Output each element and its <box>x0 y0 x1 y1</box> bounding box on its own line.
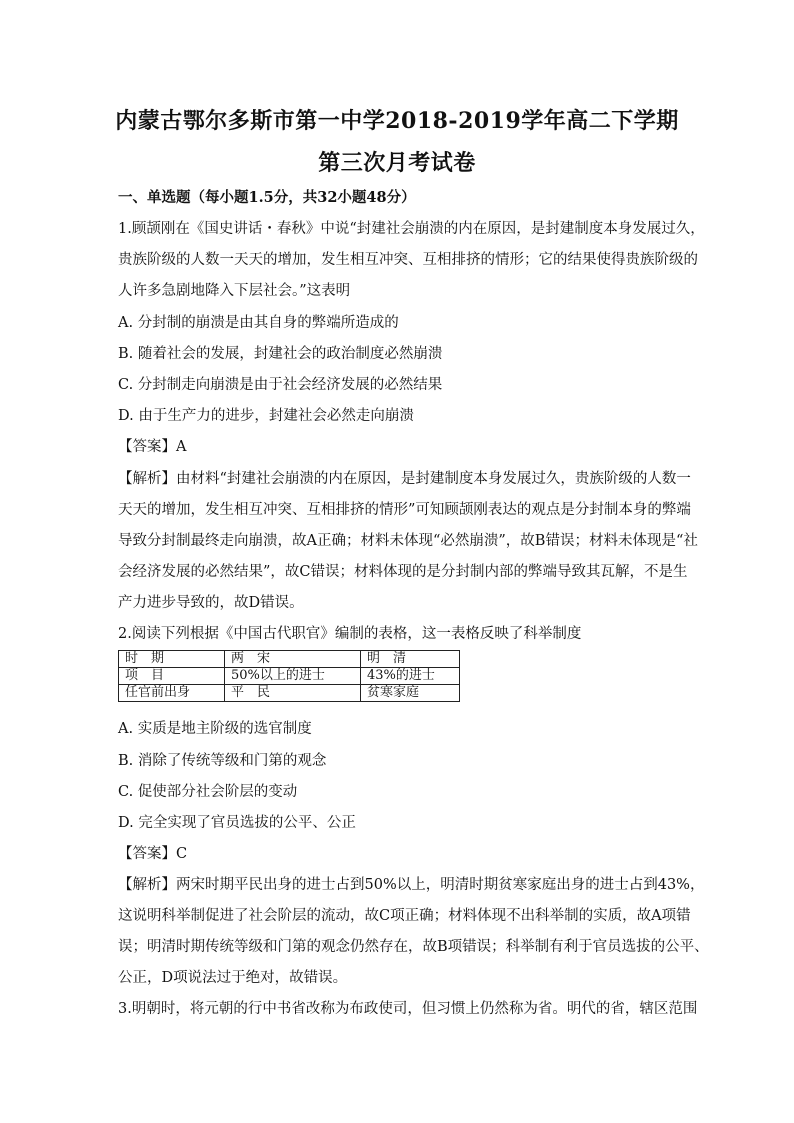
table-cell: 任官前出身 <box>119 685 225 702</box>
table-row <box>119 668 460 685</box>
q2-analysis-line: 这说明科举制促进了社会阶层的流动，故C项正确；材料体现不出科举制的实质，故A项错 <box>118 908 691 924</box>
q2-analysis-line: 【解析】两宋时期平民出身的进士占到50%以上，明清时期贫寒家庭出身的进士占到43%， <box>118 877 705 893</box>
q1-stem-line: 贵族阶级的人数一天天的增加，发生相互冲突、互相排挤的情形；它的结果使得贵族阶级的 <box>118 252 698 268</box>
table-cell: 明 清 <box>361 651 460 668</box>
q2-analysis-line: 误；明清时期传统等级和门第的观念仍然存在，故B项错误；科举制有利于官员选拔的公平、 <box>118 939 709 955</box>
q2-answer: 【答案】C <box>118 846 188 862</box>
q1-analysis-line: 【解析】由材料“封建社会崩溃的内在原因，是封建制度本身发展过久，贵族阶级的人数一 <box>118 471 691 487</box>
q1-analysis-line: 产力进步导致的，故D错误。 <box>118 595 304 611</box>
q1-option-a: A. 分封制的崩溃是由其自身的弊端所造成的 <box>118 315 399 331</box>
q2-stem: 2.阅读下列根据《中国古代职官》编制的表格，这一表格反映了科举制度 <box>118 626 582 642</box>
q1-stem-line: 1.顾颉刚在《国史讲话・春秋》中说“封建社会崩溃的内在原因，是封建制度本身发展过久， <box>118 221 705 237</box>
table-row <box>119 651 460 668</box>
q1-analysis-line: 导致分封制最终走向崩溃，故A正确；材料未体现“必然崩溃”，故B错误；材料未体现是“社 <box>118 533 698 549</box>
q1-option-d: D. 由于生产力的进步，封建社会必然走向崩溃 <box>118 408 414 424</box>
q1-answer: 【答案】A <box>118 439 187 455</box>
exam-subtitle: 第三次月考试卷 <box>318 150 476 176</box>
q2-option-b: B. 消除了传统等级和门第的观念 <box>118 753 327 769</box>
table-cell: 贫寒家庭 <box>361 685 460 702</box>
table-cell: 平 民 <box>225 685 361 702</box>
q3-stem: 3.明朝时，将元朝的行中书省改称为布政使司，但习惯上仍然称为省。明代的省，辖区范围 <box>118 1001 698 1017</box>
q2-option-c: C. 促使部分社会阶层的变动 <box>118 784 298 800</box>
q1-analysis-line: 天天的增加，发生相互冲突、互相排挤的情形”可知顾颉刚表达的观点是分封制本身的弊端 <box>118 502 691 518</box>
table-cell: 两 宋 <box>225 651 361 668</box>
table-row <box>119 685 460 702</box>
q2-option-a: A. 实质是地主阶级的选官制度 <box>118 721 312 737</box>
q2-option-d: D. 完全实现了官员选拔的公平、公正 <box>118 815 356 831</box>
exam-title: 内蒙古鄂尔多斯市第一中学2018-2019学年高二下学期 <box>115 108 679 134</box>
section-heading: 一、单选题（每小题1.5分，共32小题48分） <box>118 189 416 206</box>
table-cell: 时 期 <box>119 651 225 668</box>
q2-analysis-line: 公正，D项说法过于绝对，故错误。 <box>118 970 348 986</box>
q1-analysis-line: 会经济发展的必然结果”，故C错误；材料体现的是分封制内部的弊端导致其瓦解，不是生 <box>118 564 688 580</box>
table-cell: 43%的进士 <box>361 668 460 685</box>
q1-option-c: C. 分封制走向崩溃是由于社会经济发展的必然结果 <box>118 377 443 393</box>
table-cell: 项 目 <box>119 668 225 685</box>
q1-option-b: B. 随着社会的发展，封建社会的政治制度必然崩溃 <box>118 346 443 362</box>
table-cell: 50%以上的进士 <box>225 668 361 685</box>
q1-stem-line: 人许多急剧地降入下层社会。”这表明 <box>118 283 351 299</box>
keju-table <box>118 650 460 702</box>
